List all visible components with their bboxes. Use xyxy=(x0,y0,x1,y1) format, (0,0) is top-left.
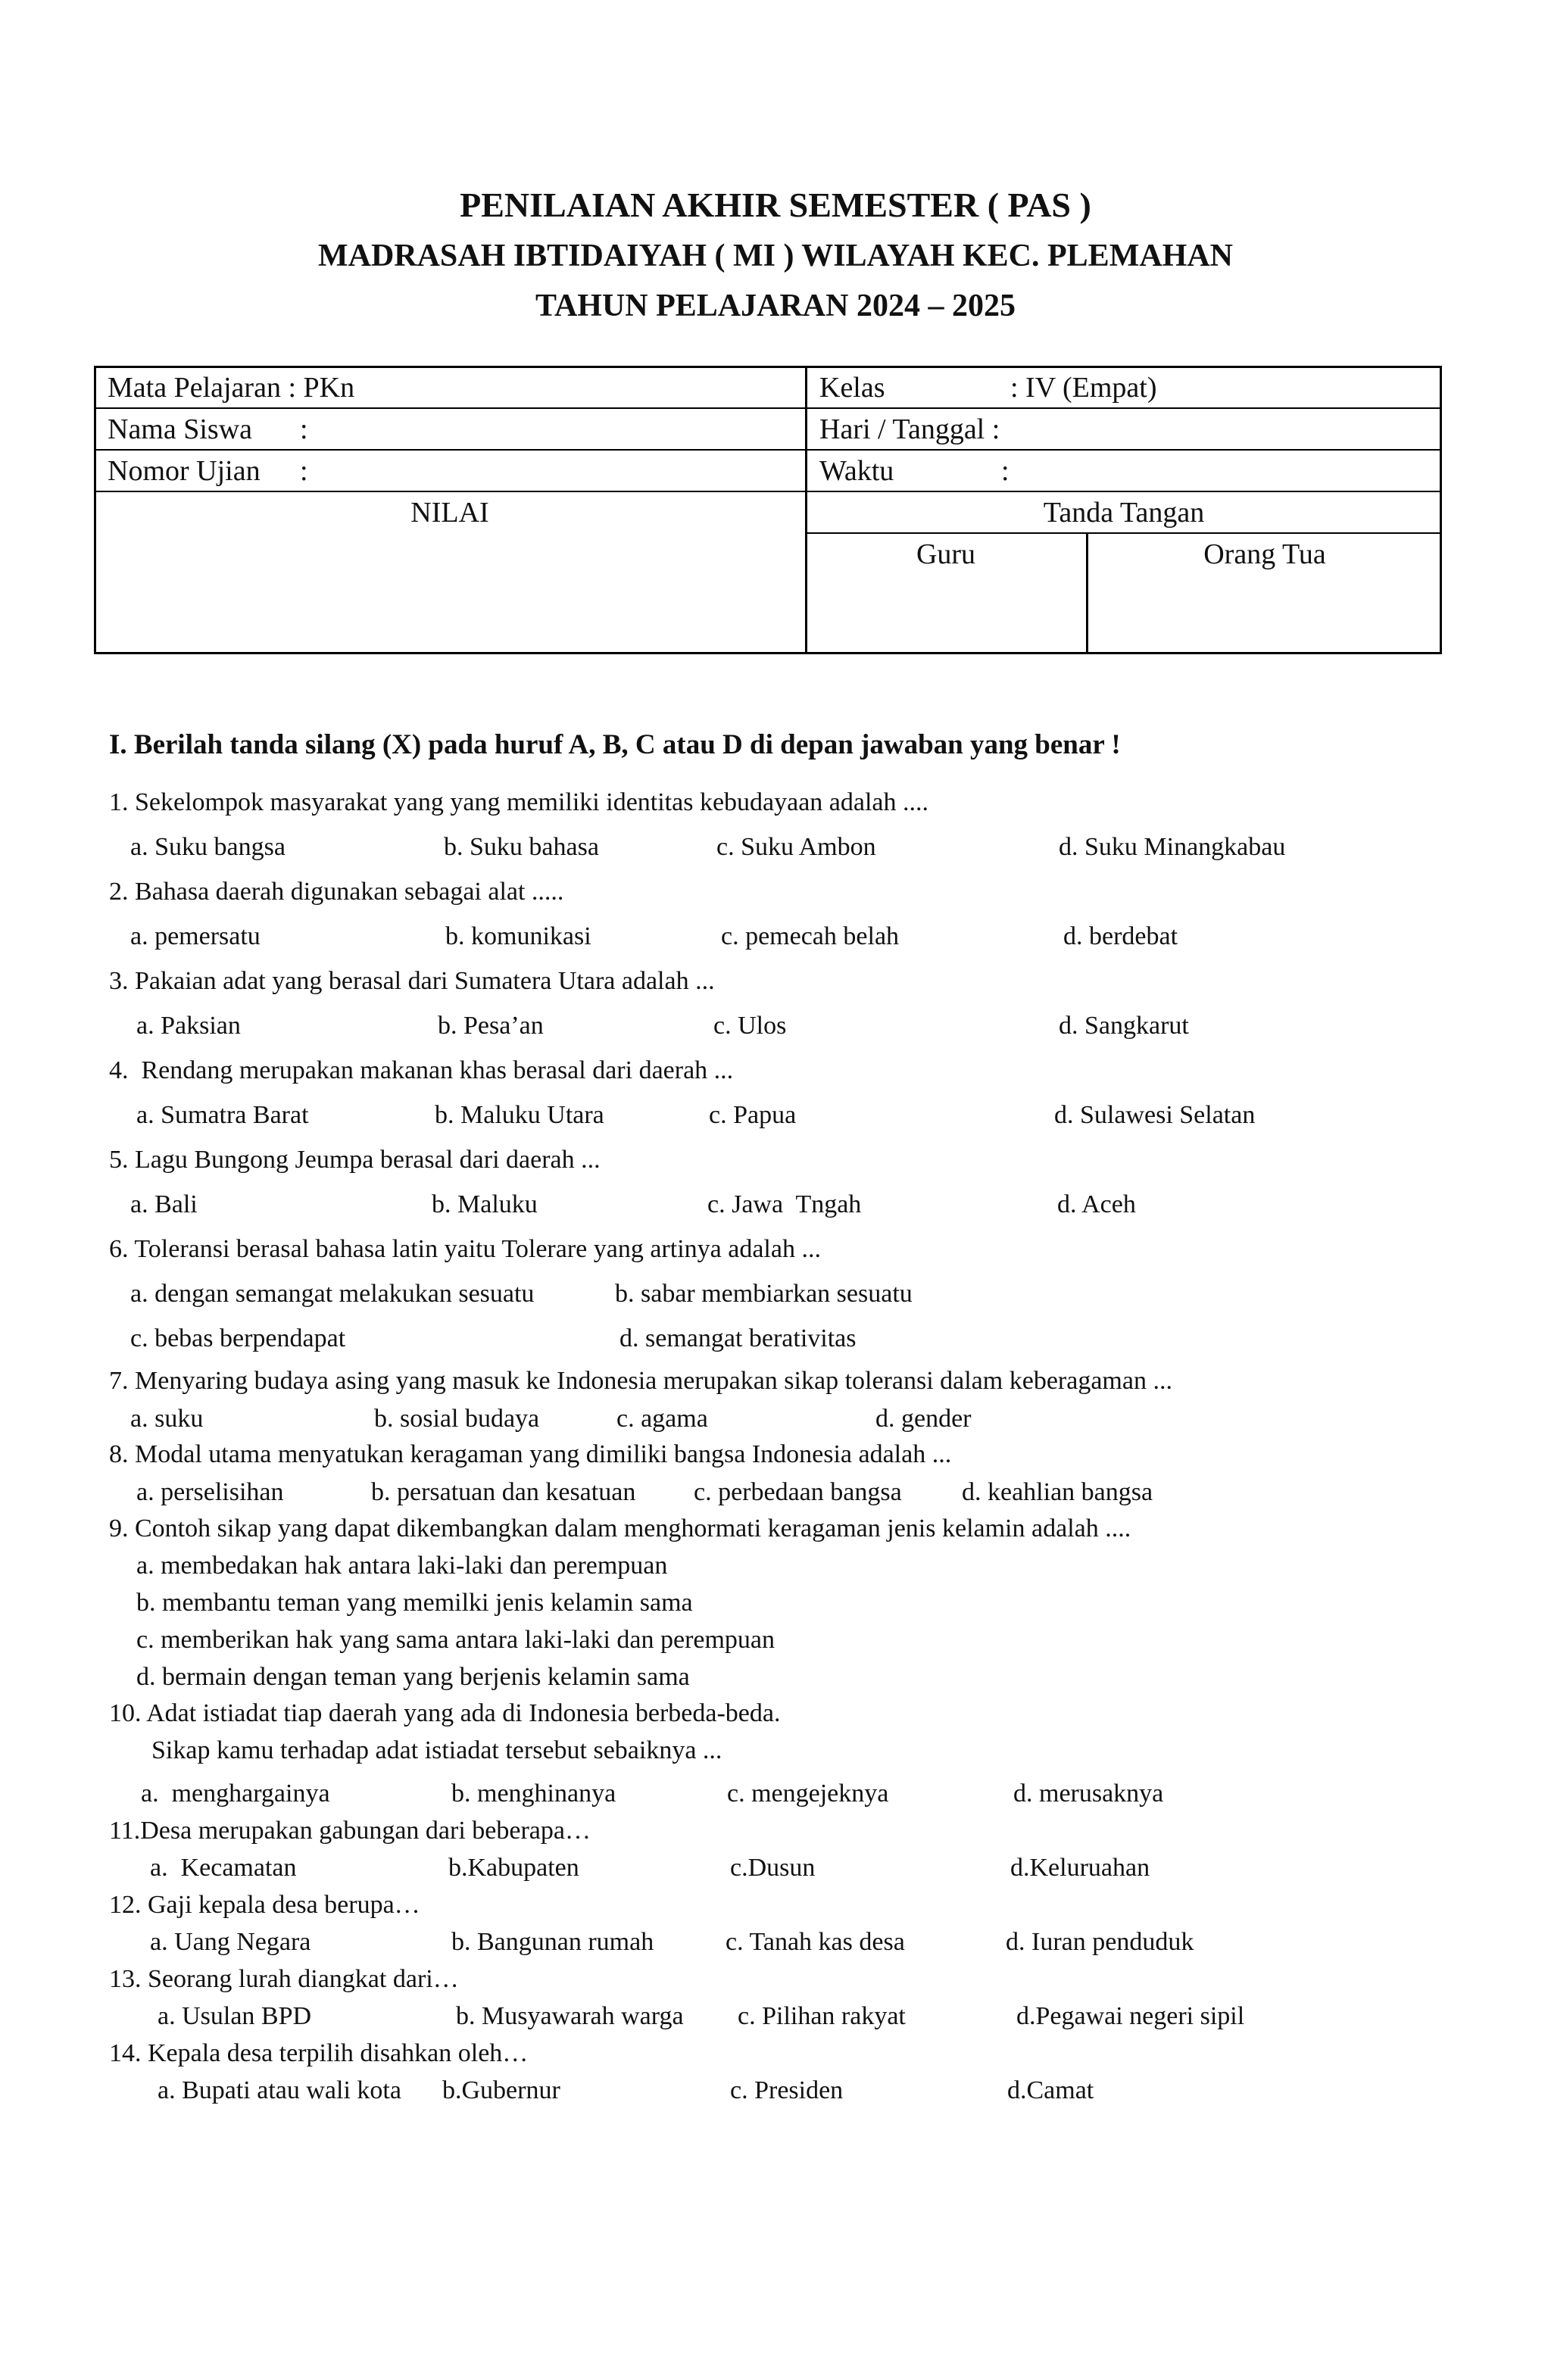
option: b. Musyawarah warga xyxy=(456,2002,684,2030)
option: c. Pilihan rakyat xyxy=(738,2002,906,2030)
option: a. Uang Negara xyxy=(150,1928,311,1956)
question: 14. Kepala desa terpilih disahkan oleh… xyxy=(109,2039,529,2067)
option: d. bermain dengan teman yang berjenis kelamin sama xyxy=(136,1663,690,1691)
question: 7. Menyaring budaya asing yang masuk ke Indonesia merupakan sikap toleransi dalam keberagaman ... xyxy=(109,1367,1172,1395)
option: d. merusaknya xyxy=(1013,1780,1164,1808)
option: c. Tanah kas desa xyxy=(726,1928,905,1956)
option: a. dengan semangat melakukan sesuatu xyxy=(130,1280,535,1308)
question: 8. Modal utama menyatukan keragaman yang dimiliki bangsa Indonesia adalah ... xyxy=(109,1440,952,1468)
option: d.Pegawai negeri sipil xyxy=(1016,2002,1245,2030)
option: c. Suku Ambon xyxy=(716,833,876,861)
option: a. Sumatra Barat xyxy=(136,1101,309,1129)
option: b. Maluku Utara xyxy=(435,1101,604,1129)
option: d. Suku Minangkabau xyxy=(1059,833,1286,861)
parent-label: Orang Tua xyxy=(1203,538,1326,570)
option: a. menghargainya xyxy=(141,1780,330,1808)
option: c. perbedaan bangsa xyxy=(694,1478,902,1506)
option: b. sosial budaya xyxy=(374,1405,540,1433)
option: c. bebas berpendapat xyxy=(130,1324,346,1352)
option: d.Keluruahan xyxy=(1010,1854,1150,1882)
option: a. Usulan BPD xyxy=(158,2002,312,2030)
question: 6. Toleransi berasal bahasa latin yaitu Tolerare yang artinya adalah ... xyxy=(109,1235,821,1263)
time-label: Waktu xyxy=(819,455,894,487)
question: 3. Pakaian adat yang berasal dari Sumatera Utara adalah ... xyxy=(109,967,715,995)
signature-label: Tanda Tangan xyxy=(1043,497,1205,529)
question: 11.Desa merupakan gabungan dari beberapa… xyxy=(109,1817,591,1845)
option: d. gender xyxy=(875,1405,972,1433)
option: b. Bangunan rumah xyxy=(451,1928,654,1956)
question: 10. Adat istiadat tiap daerah yang ada di Indonesia berbeda-beda. xyxy=(109,1699,781,1727)
option: b. persatuan dan kesatuan xyxy=(371,1478,636,1506)
option: a. Bali xyxy=(130,1190,198,1218)
option: c. Jawa Tngah xyxy=(707,1190,862,1218)
option: c. agama xyxy=(616,1405,708,1433)
option: a. perselisihan xyxy=(136,1478,284,1506)
exam-number-label: Nomor Ujian xyxy=(108,455,261,487)
student-name-colon: : xyxy=(300,413,308,445)
option: c. Presiden xyxy=(730,2076,844,2104)
option: d. berdebat xyxy=(1063,922,1178,950)
school-name: MADRASAH IBTIDAIYAH ( MI ) WILAYAH KEC. PLEMAHAN xyxy=(317,239,1234,273)
option: a. membedakan hak antara laki-laki dan perempuan xyxy=(136,1552,668,1580)
section-instruction: I. Berilah tanda silang (X) pada huruf A, B, C atau D di depan jawaban yang benar ! xyxy=(109,729,1121,760)
option: d. Sangkarut xyxy=(1059,1012,1189,1040)
class-label: Kelas xyxy=(819,372,885,404)
option: a. suku xyxy=(130,1405,204,1433)
question: 2. Bahasa daerah digunakan sebagai alat ..... xyxy=(109,878,564,906)
option: a. Kecamatan xyxy=(150,1854,297,1882)
subject-label: Mata Pelajaran : PKn xyxy=(108,372,355,404)
option: d. Aceh xyxy=(1057,1190,1136,1218)
option: c. mengejeknya xyxy=(727,1780,889,1808)
option: d. keahlian bangsa xyxy=(962,1478,1153,1506)
option: d. Iuran penduduk xyxy=(1006,1928,1194,1956)
option: a. pemersatu xyxy=(130,922,261,950)
option: d. semangat berativitas xyxy=(619,1324,857,1352)
option: d.Camat xyxy=(1007,2076,1094,2104)
academic-year: TAHUN PELAJARAN 2024 – 2025 xyxy=(535,289,1016,323)
option: c. pemecah belah xyxy=(721,922,900,950)
score-label: NILAI xyxy=(410,497,489,529)
question: 12. Gaji kepala desa berupa… xyxy=(109,1891,420,1919)
option: c.Dusun xyxy=(730,1854,816,1882)
option: b. komunikasi xyxy=(445,922,591,950)
question-continuation: Sikap kamu terhadap adat istiadat tersebut sebaiknya ... xyxy=(151,1736,722,1764)
option: b. menghinanya xyxy=(451,1780,616,1808)
question: 13. Seorang lurah diangkat dari… xyxy=(109,1965,459,1993)
question: 1. Sekelompok masyarakat yang yang memiliki identitas kebudayaan adalah .... xyxy=(109,788,929,816)
teacher-label: Guru xyxy=(916,538,976,570)
option: b. Maluku xyxy=(432,1190,538,1218)
option: d. Sulawesi Selatan xyxy=(1054,1101,1256,1129)
exam-title: PENILAIAN AKHIR SEMESTER ( PAS ) xyxy=(460,186,1091,224)
option: a. Suku bangsa xyxy=(130,833,286,861)
option: a. Bupati atau wali kota xyxy=(158,2076,401,2104)
option: b.Gubernur xyxy=(442,2076,560,2104)
time-colon: : xyxy=(1001,455,1010,487)
option: b. Suku bahasa xyxy=(444,833,599,861)
question: 9. Contoh sikap yang dapat dikembangkan dalam menghormati keragaman jenis kelamin adalah .... xyxy=(109,1514,1131,1542)
option: c. Papua xyxy=(709,1101,797,1129)
question: 4. Rendang merupakan makanan khas berasal dari daerah ... xyxy=(109,1056,734,1084)
option: c. Ulos xyxy=(713,1012,787,1040)
option: a. Paksian xyxy=(136,1012,241,1040)
option: b. Pesa’an xyxy=(438,1012,544,1040)
option: b.Kabupaten xyxy=(448,1854,579,1882)
option: c. memberikan hak yang sama antara laki-laki dan perempuan xyxy=(136,1626,776,1654)
class-value: : IV (Empat) xyxy=(1010,372,1157,404)
option: b. sabar membiarkan sesuatu xyxy=(615,1280,913,1308)
exam-number-colon: : xyxy=(300,455,308,487)
student-name-label: Nama Siswa xyxy=(108,413,253,445)
student-info-table xyxy=(94,366,1442,654)
option: b. membantu teman yang memilki jenis kelamin sama xyxy=(136,1589,693,1617)
date-label: Hari / Tanggal : xyxy=(819,413,1000,445)
question: 5. Lagu Bungong Jeumpa berasal dari daerah ... xyxy=(109,1146,601,1174)
